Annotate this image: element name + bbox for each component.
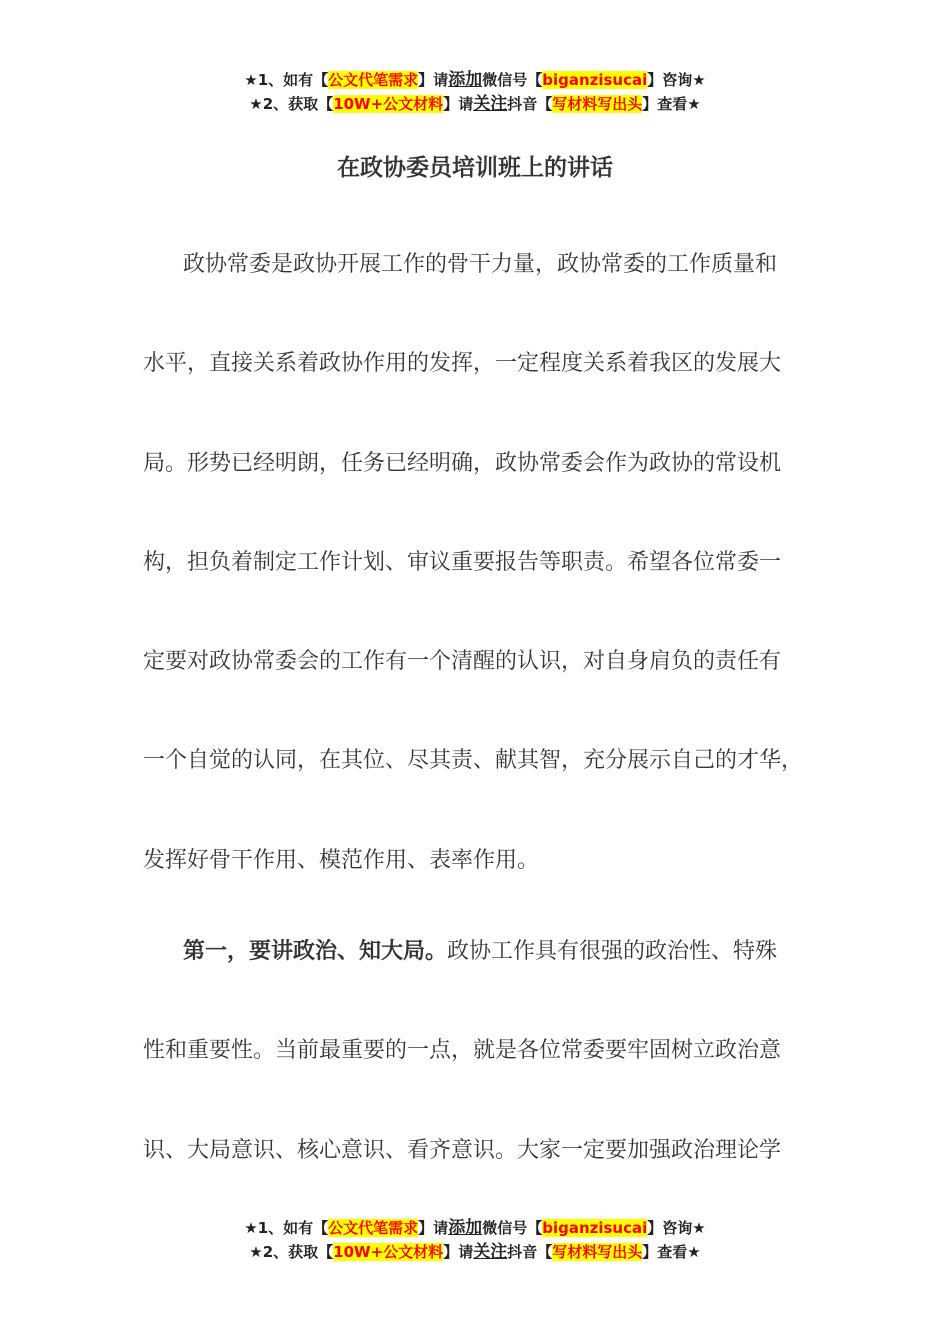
banner-underline-follow: 关注 [473, 1242, 508, 1262]
header-banner [0, 68, 950, 116]
banner-highlight-service: 公文代笔需求 [328, 71, 419, 89]
paragraph-line: 第一，要讲政治、知大局。政协工作具有很强的政治性、特殊 [183, 939, 778, 964]
paragraph-line: 定要对政协常委会的工作有一个清醒的认识，对自身肩负的责任有 [143, 649, 782, 675]
banner-underline-add: 添加 [448, 1218, 483, 1238]
paragraph-line: 发挥好骨干作用、模范作用、表率作用。 [143, 847, 540, 873]
banner-highlight-douyin-account: 写材料写出头 [552, 1243, 643, 1261]
banner-line-2: ★2、获取【10W+公文材料】请关注抖音【写材料写出头】查看★ [249, 1242, 701, 1262]
banner-highlight-wechat-id: biganzisucai [542, 71, 648, 89]
paragraph-line: 一个自觉的认同，在其位、尽其责、献其智，充分展示自己的才华， [143, 748, 804, 774]
paragraph-line: 局。形势已经明朗，任务已经明确，政协常委会作为政协的常设机 [143, 450, 782, 476]
paragraph-section-one [143, 902, 823, 1200]
paragraph-line: 构，担负着制定工作计划、审议重要报告等职责。希望各位常委一 [143, 549, 782, 575]
paragraph-line: 识、大局意识、核心意识、看齐意识。大家一定要加强政治理论学 [143, 1137, 782, 1163]
banner-highlight-service: 公文代笔需求 [328, 1219, 419, 1237]
paragraph-intro [143, 215, 823, 910]
banner-line-2: ★2、获取【10W+公文材料】请关注抖音【写材料写出头】查看★ [249, 94, 701, 114]
banner-underline-follow: 关注 [473, 94, 508, 114]
banner-highlight-materials: 10W+公文材料 [333, 95, 444, 113]
banner-highlight-wechat-id: biganzisucai [542, 1219, 648, 1237]
banner-underline-add: 添加 [448, 70, 483, 90]
banner-line-1: ★1、如有【公文代笔需求】请添加微信号【biganzisucai】咨询★ [244, 70, 706, 90]
footer-banner [0, 1216, 950, 1264]
banner-highlight-douyin-account: 写材料写出头 [552, 95, 643, 113]
paragraph-line: 水平，直接关系着政协作用的发挥，一定程度关系着我区的发展大 [143, 351, 782, 377]
document-title: 在政协委员培训班上的讲话 [337, 155, 613, 181]
banner-highlight-materials: 10W+公文材料 [333, 1243, 444, 1261]
paragraph-line: 性和重要性。当前最重要的一点，就是各位常委要牢固树立政治意 [143, 1038, 782, 1064]
section-heading-one: 第一，要讲政治、知大局。 [183, 939, 448, 964]
banner-line-1: ★1、如有【公文代笔需求】请添加微信号【biganzisucai】咨询★ [244, 1218, 706, 1238]
paragraph-line: 政协常委是政协开展工作的骨干力量，政协常委的工作质量和 [183, 252, 778, 277]
